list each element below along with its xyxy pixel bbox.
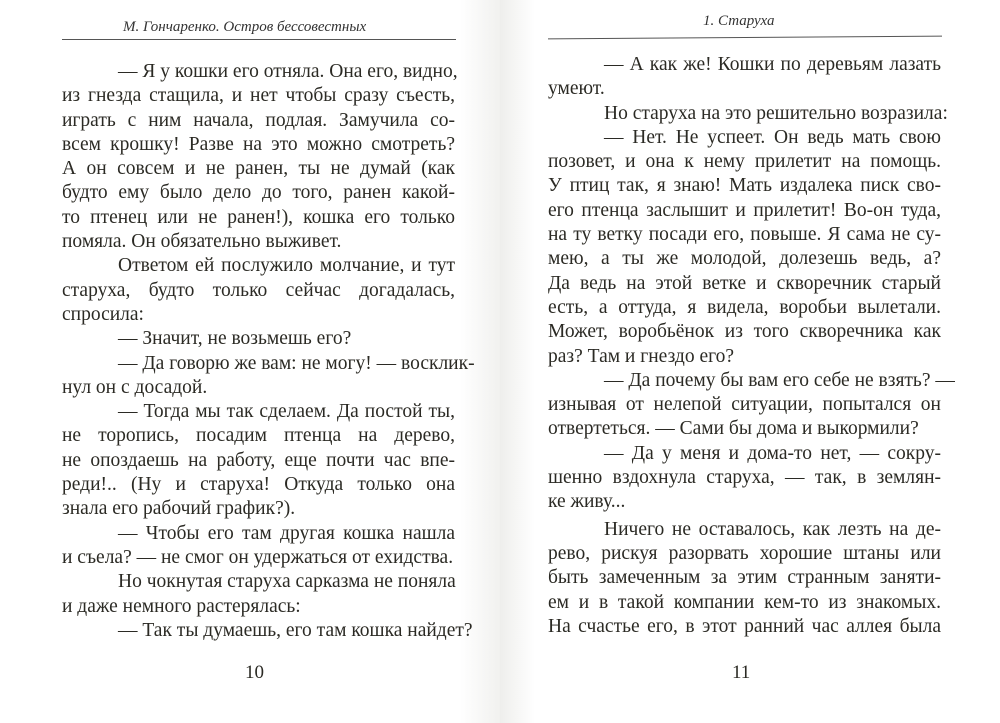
paragraph: [548, 126, 941, 369]
paragraph: [62, 522, 455, 571]
text-line: и съела? — не смог он удержаться от ехидства.: [62, 546, 454, 568]
text-line: умеют.: [548, 78, 605, 100]
page-text: [62, 60, 475, 643]
text-line: не торопись, посадим птенца на дерево,: [62, 425, 455, 447]
paragraph: [548, 53, 941, 102]
text-line: Но чокнутая старуха сарказма не поняла: [118, 571, 456, 593]
text-line: — Значит, не возьмешь его?: [118, 328, 352, 350]
right-page: [500, 0, 1000, 723]
page-text: [548, 53, 955, 639]
text-line: У птиц так, я знаю! Мать издалека писк сво-: [548, 175, 941, 197]
paragraph: [62, 254, 455, 327]
text-line: мею, а ты же молодой, долезешь ведь, а?: [548, 248, 941, 270]
paragraph: [548, 442, 941, 515]
header-rule: [62, 39, 456, 40]
paragraph: [62, 619, 473, 643]
text-line: А он совсем и не ранен, ты не думай (как: [62, 158, 455, 180]
text-line: шенно вздохнула старуха, — так, в землян-: [548, 467, 941, 489]
text-line: ке живу...: [548, 491, 626, 513]
text-line: реди!.. (Ну и старуха! Откуда только она: [62, 474, 455, 496]
text-line: его птенца заслышит и прилетит! Во-он туда,: [548, 199, 941, 221]
paragraph: [62, 570, 455, 619]
text-line: играть с ним начала, подлая. Замучила со-: [62, 109, 455, 131]
text-line: Да ведь на этой ветке и скворечник старый: [548, 272, 941, 294]
text-line: на ту ветку посади его, повыше. Я сама не су-: [548, 224, 941, 246]
text-line: — Так ты думаешь, его там кошка найдет?: [118, 619, 473, 641]
text-line: и даже немного растерялась:: [62, 595, 301, 617]
text-line: знала его рабочий график?).: [62, 498, 296, 520]
text-line: Но старуха на это решительно возразила:: [604, 102, 948, 124]
paragraph: [62, 60, 458, 254]
text-line: позовет, и она к нему прилетит на помощь.: [548, 151, 941, 173]
text-line: — Да говорю же вам: не могу! — восклик-: [118, 352, 475, 374]
text-line: нул он с досадой.: [62, 376, 208, 398]
page-number: 10: [245, 662, 264, 683]
text-line: есть, а оттуда, я видела, воробьи вылетали.: [548, 296, 941, 318]
text-line: изнывая от нелепой ситуации, попытался он: [548, 394, 941, 416]
text-line: всем крошку! Разве на это можно смотреть?: [62, 133, 455, 155]
text-line: помяла. Он обязательно выживет.: [62, 231, 342, 253]
text-line: — Тогда мы так сделаем. Да постой ты,: [118, 401, 455, 423]
text-line: — Да у меня и дома-то нет, — сокру-: [604, 442, 941, 464]
text-line: — Да почему бы вам его себе не взять? —: [604, 369, 955, 391]
page-number: 11: [732, 662, 751, 683]
text-line: отвертеться. — Сами бы дома и выкормили?: [548, 418, 919, 440]
text-line: не опоздаешь на работу, еще почти час впе-: [62, 449, 455, 471]
text-line: рево, рискуя разорвать хорошие штаны или: [548, 542, 941, 564]
text-line: быть замеченным за этим странным заняти-: [548, 567, 941, 589]
text-line: — Я у кошки его отняла. Она его, видно,: [118, 61, 458, 82]
text-line: будто ему было дело до того, ранен какой-: [62, 182, 455, 204]
text-line: Ничего не оставалось, как лезть на де-: [604, 518, 941, 540]
text-line: — Нет. Не успеет. Он ведь мать свою: [604, 126, 941, 148]
running-header-author-title: М. Гончаренко. Остров бессовестных: [123, 19, 367, 35]
text-line: Может, воробьёнок из того скворечника как: [548, 321, 941, 343]
text-line: — А как же! Кошки по деревьям лазать: [604, 54, 941, 75]
text-line: раз? Там и гнездо его?: [548, 345, 735, 367]
header-rule: [548, 36, 942, 40]
paragraph: [62, 327, 455, 351]
paragraph: [62, 400, 455, 521]
text-line: спросила:: [62, 303, 144, 325]
text-line: ем и в такой компании кем-то из знакомых.: [548, 591, 941, 613]
text-line: Ответом ей послужило молчание, и тут: [118, 255, 455, 277]
paragraph: [548, 518, 941, 639]
text-line: На счастье его, в этот ранний час аллея была: [548, 615, 941, 637]
running-header-chapter: 1. Старуха: [703, 13, 775, 29]
text-line: — Чтобы его там другая кошка нашла: [118, 522, 455, 544]
text-line: старуха, будто только сейчас догадалась,: [62, 279, 455, 301]
paragraph: [548, 102, 948, 126]
paragraph: [62, 352, 475, 401]
text-line: из гнезда стащила, и нет чтобы сразу съесть,: [62, 85, 455, 107]
paragraph: [548, 369, 955, 442]
text-line: то птенец или не ранен!), кошка его только: [62, 206, 455, 228]
